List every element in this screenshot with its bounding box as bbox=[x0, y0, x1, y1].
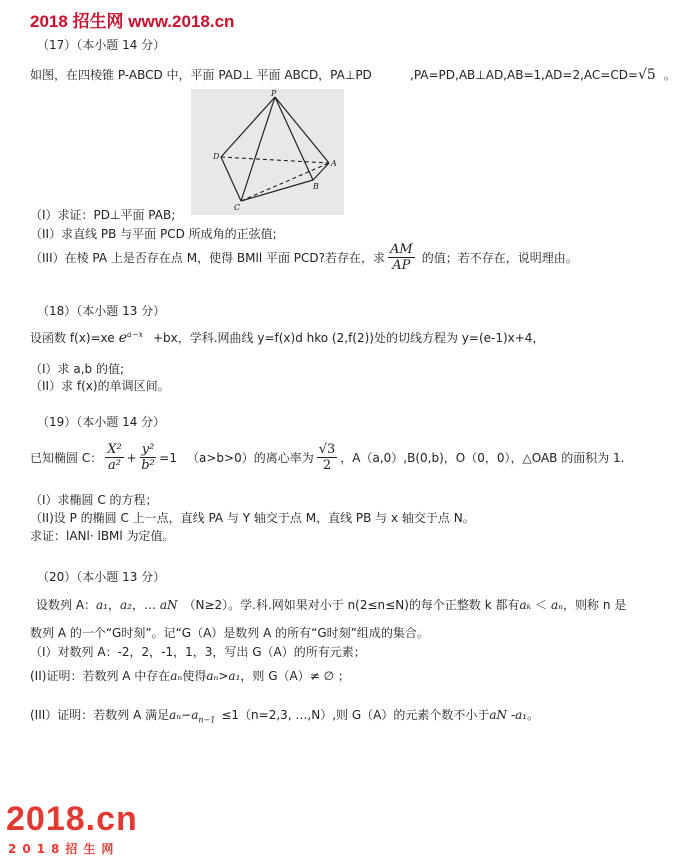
frac-am: AM bbox=[390, 242, 413, 257]
q20-part3-end: 。 bbox=[527, 708, 540, 722]
aN-2: aN bbox=[489, 708, 507, 722]
pyramid-diagram bbox=[191, 89, 344, 215]
q17-stem bbox=[30, 66, 372, 83]
frac-ap: AP bbox=[392, 258, 411, 273]
x-num: X² bbox=[107, 442, 122, 457]
q20-seq-label: 设数列 A： bbox=[36, 598, 97, 612]
am-ap-fraction bbox=[388, 242, 415, 273]
an-4: aₙ bbox=[169, 708, 182, 722]
q20-part3: (III）证明：若数列 A 满足$a_n-a_{n-1} \le 1(n=2,3$, …,N）,则 G（A）的元素个数不小于aN -a₁。 bbox=[30, 708, 540, 725]
a2: a₂ bbox=[120, 598, 132, 612]
exp-base: e bbox=[118, 330, 127, 346]
q17-stem-tail bbox=[410, 66, 676, 83]
q17-part3-text: （III）在棱 PA 上是否存在点 M，使得 BMll 平面 PCD?若存在，求 bbox=[30, 251, 386, 265]
aN: aN bbox=[159, 598, 178, 612]
sqrt5: √5 bbox=[638, 67, 656, 83]
q18-func: 设函数 f(x)=xe bbox=[30, 331, 115, 345]
q20-title: （20）（本小题 13 分） bbox=[37, 570, 166, 584]
eq-one: =1 bbox=[159, 450, 177, 465]
q20-part3-mid: ≤1（n=2,3, …,N）,则 G（A）的元素个数不小于 bbox=[221, 708, 490, 722]
an-3: aₙ bbox=[206, 669, 219, 683]
q20-part2-mid: 使得 bbox=[182, 669, 207, 683]
less-than: ＜ bbox=[534, 598, 547, 612]
label-d: D bbox=[213, 152, 220, 161]
q19-condition: （a>b>0）的离心率为 bbox=[187, 451, 314, 465]
label-c: C bbox=[234, 203, 241, 212]
q19-stem: 已知椭圆 C： $\frac{\text{X²}}{\text{a²}}$ + $\frac{\text{y²}}{\text{b²}}$ =1 （a>b>0）的离心率为 $\frac{√3}{2}$ ，A（a,0）,B(0,b)，O（0，0），△OAB 的面积为 1. bbox=[30, 442, 625, 473]
y-fraction bbox=[140, 442, 157, 473]
footer-logo[interactable]: 2018.cn bbox=[6, 800, 138, 838]
eccentricity-fraction bbox=[317, 442, 338, 473]
site-header[interactable]: 2018 招生网 www.2018.cn bbox=[30, 12, 235, 31]
label-a: A bbox=[331, 159, 337, 168]
e-num: √3 bbox=[318, 442, 336, 457]
e-den: 2 bbox=[322, 458, 332, 473]
q17-title: （17）（本小题 14 分） bbox=[37, 38, 166, 52]
an-2: aₙ bbox=[170, 669, 183, 683]
q17-conditions: ,PA=PD,AB⊥AD,AB=1,AD=2,AC=CD= bbox=[410, 68, 638, 82]
q19-stem-rest: ，A（a,0）,B(0,b)，O（0，0），△OAB 的面积为 1. bbox=[340, 451, 625, 465]
label-b: B bbox=[313, 182, 319, 191]
q17-part3-end: 的值；若不存在，说明理由。 bbox=[421, 251, 578, 265]
q20-stem-mid: （N≥2）。学.科.网如果对小于 n(2≤n≤N)的每个正整数 k 都有 bbox=[183, 598, 520, 612]
q18-stem-rest: +bx，学科.网曲线 y=f(x)d hko (2,f(2))处的切线方程为 y=(e-1)x+4， bbox=[152, 331, 545, 345]
q20-part3-text: (III）证明：若数列 A 满足 bbox=[30, 708, 170, 722]
q19-part3: 求证：lANl· lBMl 为定值。 bbox=[30, 529, 175, 543]
q17-stem-text: 如图，在四棱锥 P-ABCD 中，平面 PAD⊥ 平面 ABCD，PA⊥PD bbox=[30, 68, 372, 82]
q18-part2: （II）求 f(x)的单调区间。 bbox=[30, 379, 170, 393]
q20-stem-tail: ，则称 n 是 bbox=[563, 598, 627, 612]
q18-stem bbox=[30, 329, 544, 346]
a1-3: a₁ bbox=[515, 708, 528, 722]
footer-logo-sub: 2018招生网 bbox=[8, 842, 120, 856]
q17-part2: （II）求直线 PB 与平面 PCD 所成角的正弦值; bbox=[30, 227, 277, 241]
y-den: b² bbox=[141, 458, 155, 473]
y-num: y² bbox=[141, 442, 155, 457]
q20-part1: （I）对数列 A：-2，2，-1，1，3，写出 G（A）的所有元素； bbox=[30, 645, 366, 659]
q20-stem-2: 数列 A 的一个“G时刻”。记“G（A）是数列 A 的所有“G时刻”组成的集合。 bbox=[30, 626, 429, 640]
q20-part2-text: (II)证明：若数列 A 中存在 bbox=[30, 669, 171, 683]
q17-part3 bbox=[30, 242, 578, 273]
q20-part2-end: ，则 G（A）≠ ∅ ； bbox=[240, 669, 350, 683]
q20-part2: (II)证明：若数列 A 中存在aₙ使得aₙ>a₁，则 G（A）≠ ∅ ； bbox=[30, 669, 350, 683]
q20-stem: 设数列 A：a₁，a₂，… aN （N≥2）。学.科.网如果对小于 n(2≤n≤N)的每个正整数 k 都有aₖ ＜ aₙ，则称 n 是 bbox=[36, 598, 627, 612]
an: aₙ bbox=[551, 598, 564, 612]
x-den: a² bbox=[107, 458, 121, 473]
exp-power: a−x bbox=[126, 330, 143, 339]
label-p: P bbox=[271, 89, 277, 98]
pyramid-figure bbox=[191, 89, 344, 215]
q19-part1: （I）求椭圆 C 的方程； bbox=[30, 493, 158, 507]
q18-title: （18）（本小题 13 分） bbox=[37, 304, 166, 318]
q19-title: （19）（本小题 14 分） bbox=[37, 415, 166, 429]
q17-part1: （I）求证：PD⊥平面 PAB; bbox=[30, 208, 176, 222]
q17-end: 。 bbox=[663, 68, 676, 82]
q19-part2: （II)设 P 的椭圆 C 上一点，直线 PA 与 Y 轴交于点 M，直线 PB 与 x 轴交于点 N。 bbox=[30, 511, 475, 525]
ak: aₖ bbox=[519, 598, 531, 612]
a1: a₁ bbox=[96, 598, 108, 612]
x-fraction bbox=[105, 442, 123, 473]
q18-part1: （I）求 a,b 的值; bbox=[30, 362, 124, 376]
q19-ellipse-label: 已知椭圆 C： bbox=[30, 451, 103, 465]
a1-2: a₁ bbox=[228, 669, 241, 683]
